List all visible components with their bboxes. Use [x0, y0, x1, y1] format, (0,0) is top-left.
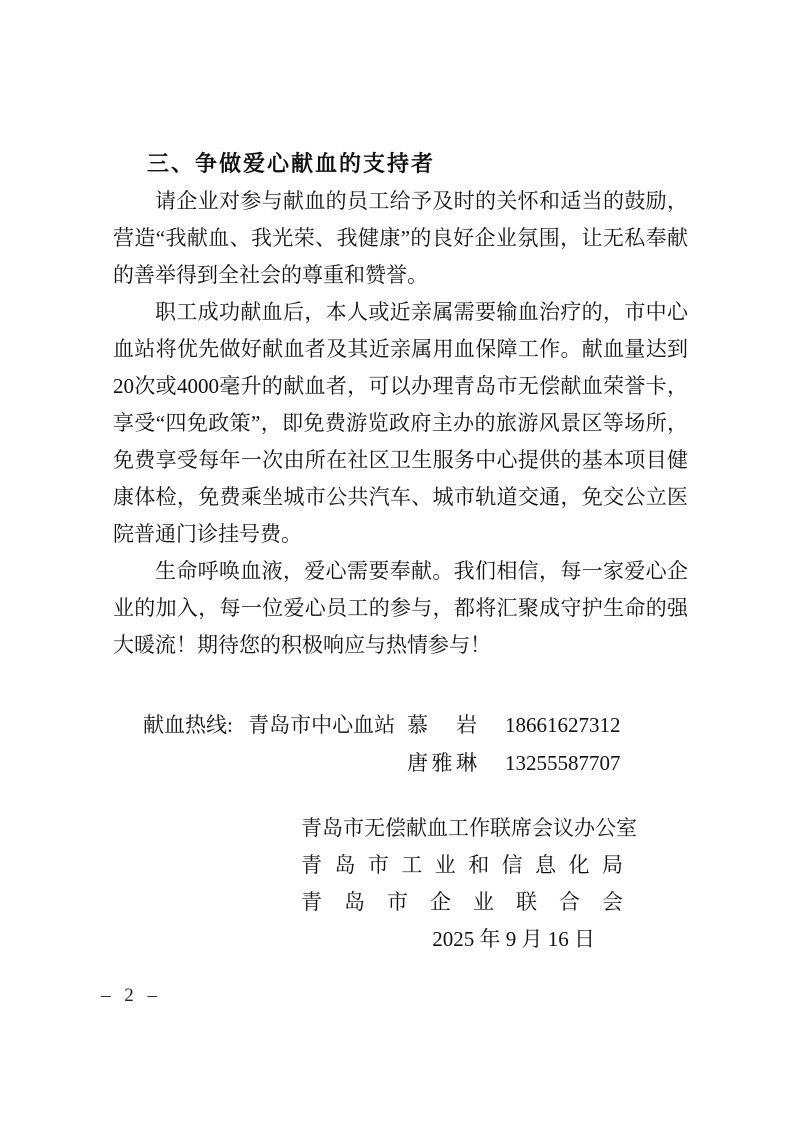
paragraph-encouragement: 请企业对参与献血的员工给予及时的关怀和适当的鼓励，营造“我献血、我光荣、我健康”的良好企业氛围，让无私奉献的善举得到全社会的尊重和赞誉。	[113, 189, 688, 287]
hotline-left	[113, 706, 407, 744]
page-number: – 2 –	[101, 985, 160, 1006]
document-date: 2025 年 9 月 16 日	[432, 927, 595, 951]
hotline-block	[113, 706, 688, 782]
signatory-office: 青岛市无偿献血工作联席会议办公室	[301, 816, 637, 840]
contact-name-2: 唐雅琳	[407, 751, 477, 775]
signature-block	[301, 810, 637, 958]
contact-phone-2: 13255587707	[505, 751, 621, 775]
hotline-label: 献血热线:	[143, 713, 233, 737]
contact-phone-1: 18661627312	[505, 713, 621, 737]
hotline-row-2	[113, 744, 688, 782]
paragraph-appeal: 生命呼唤血液，爱心需要奉献。我们相信，每一家爱心企业的加入，每一位爱心员工的参与，都将汇聚成守护生命的强大暖流！期待您的积极响应与热情参与！	[113, 559, 688, 657]
contact-name-1: 慕 岩	[407, 713, 477, 737]
signatory-bureau: 青 岛 市 工 业 和 信 息 化 局	[301, 853, 623, 877]
signatory-federation: 青 岛 市 企 业 联 合 会	[301, 890, 623, 914]
paragraph-benefits: 职工成功献血后，本人或近亲属需要输血治疗的，市中心血站将优先做好献血者及其近亲属用血保障工作。献血量达到20次或4000毫升的献血者，可以办理青岛市无偿献血荣誉卡，享受“四免政策”，即免费游览政府主办的旅游风景区等场所，免费享受每年一次由所在社区卫生服务中心提供的基本项目健康体检，免费乘坐城市公共汽车、城市轨道交通，免交公立医院普通门诊挂号费。	[113, 300, 688, 546]
hotline-org: 青岛市中心血站	[248, 713, 396, 737]
section-heading: 三、争做爱心献血的支持者	[147, 151, 436, 176]
hotline-row-1	[113, 706, 688, 744]
